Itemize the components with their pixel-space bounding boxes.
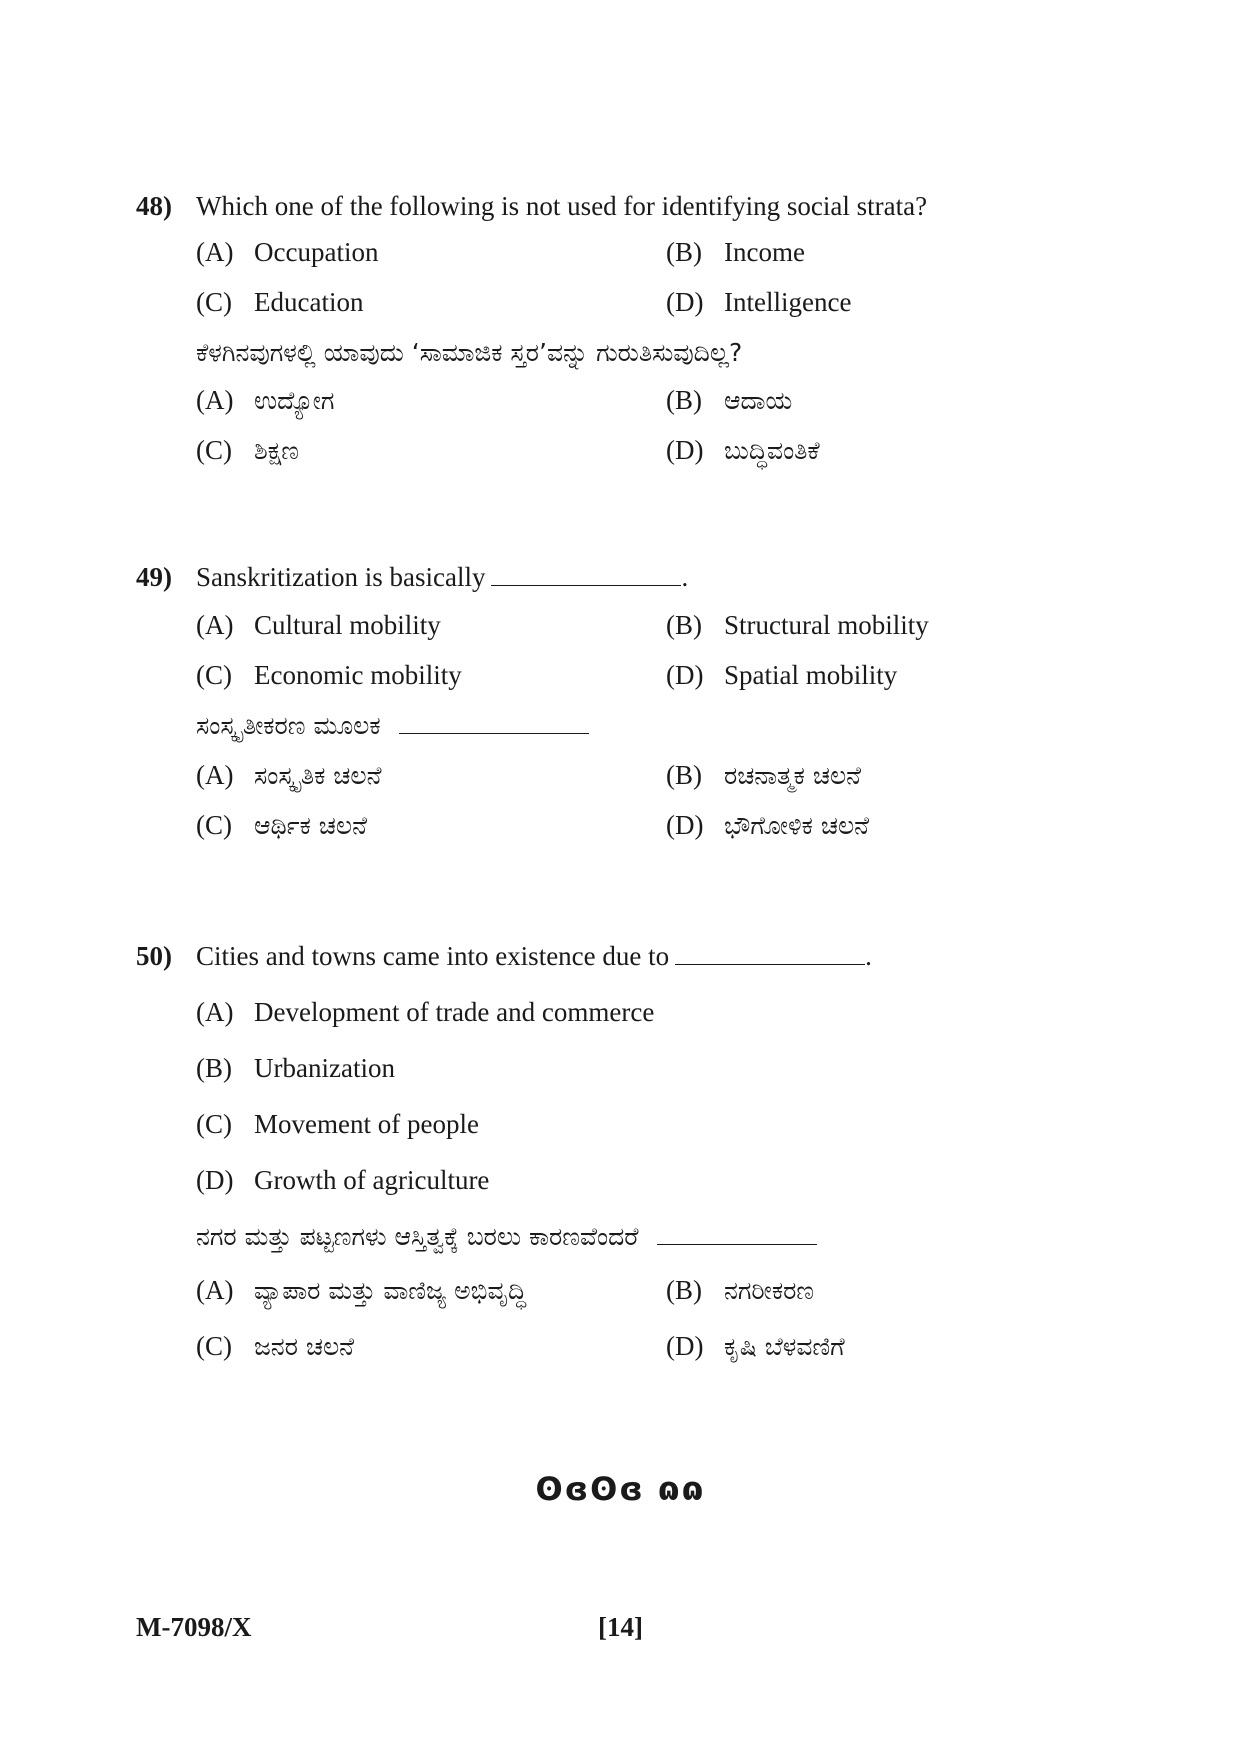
question-text: Which one of the following is not used for identifying social strata?	[196, 191, 928, 221]
option-row	[136, 605, 1136, 655]
option-b: (B) Structural mobility	[666, 610, 929, 640]
question-50	[136, 936, 1136, 1376]
option-d-kannada: (D) ಭೌಗೋಳಿಕ ಚಲನೆ	[666, 810, 870, 840]
option-a: (A) Occupation	[196, 237, 379, 267]
option-b-kannada: (B) ರಚನಾತ್ಮಕ ಚಲನೆ	[666, 760, 862, 790]
question-number: 49)	[136, 562, 172, 592]
option-row	[136, 655, 1136, 705]
question-stem: 49) Sanskritization is basically .	[136, 557, 1136, 597]
option-d: (D) Intelligence	[666, 287, 852, 317]
option-row-kannada	[136, 805, 1136, 855]
option-row-kannada	[136, 380, 1136, 430]
question-49	[136, 557, 1136, 855]
question-text-kannada: ಸಂಸ್ಕೃತೀಕರಣ ಮೂಲಕ	[136, 705, 1136, 747]
option-d: (D) Growth of agriculture	[196, 1165, 490, 1195]
option-b-kannada: (B) ಆದಾಯ	[666, 385, 793, 415]
question-text-kannada: ನಗರ ಮತ್ತು ಪಟ್ಟಣಗಳು ಆಸ್ತಿತ್ವಕ್ಕೆ ಬರಲು ಕಾರಣವೆಂದರೆ	[136, 1216, 1136, 1258]
option-row-kannada	[136, 755, 1136, 805]
question-number: 50)	[136, 941, 172, 971]
option-d: (D) Spatial mobility	[666, 660, 898, 690]
question-stem: 50) Cities and towns came into existence due to .	[136, 936, 1136, 976]
option-c: (C) Movement of people	[196, 1109, 479, 1139]
option-b-kannada: (B) ನಗರೀಕರಣ	[666, 1275, 815, 1305]
option-a: (A) Development of trade and commerce	[196, 997, 655, 1027]
paper-code: M-7098/X	[136, 1612, 252, 1642]
option-row-kannada	[136, 1270, 1136, 1326]
option-c-kannada: (C) ಆರ್ಥಿಕ ಚಲನೆ	[196, 810, 367, 840]
option-c-kannada: (C) ಜನರ ಚಲನೆ	[196, 1331, 355, 1361]
option-d-kannada: (D) ಬುದ್ಧಿವಂತಿಕೆ	[666, 435, 820, 465]
answer-blank	[491, 559, 681, 586]
question-48	[136, 186, 1136, 480]
answer-blank	[657, 1218, 817, 1245]
option-a-kannada: (A) ಉದ್ಯೋಗ	[196, 385, 335, 415]
option-c: (C) Economic mobility	[196, 660, 462, 690]
page-number: [14]	[598, 1612, 643, 1642]
answer-blank	[399, 707, 589, 734]
option-a: (A) Cultural mobility	[196, 610, 441, 640]
question-text: Sanskritization is basically	[196, 562, 486, 592]
question-text: Cities and towns came into existence due to	[196, 941, 670, 971]
option-c-kannada: (C) ಶಿಕ್ಷಣ	[196, 435, 299, 465]
question-number: 48)	[136, 191, 172, 221]
option-a-kannada: (A) ಸಂಸ್ಕೃತಿಕ ಚಲನೆ	[196, 760, 382, 790]
question-text-kannada: ಕೆಳಗಿನವುಗಳಲ್ಲಿ ಯಾವುದು ‘ಸಾಮಾಜಿಕ ಸ್ತರ’ವನ್ನು ಗುರುತಿಸುವುದಿಲ್ಲ?	[196, 338, 743, 367]
option-d-kannada: (D) ಕೃಷಿ ಬೆಳವಣಿಗೆ	[666, 1331, 845, 1361]
option-row	[136, 232, 1136, 282]
question-stem	[136, 186, 1136, 226]
option-list	[136, 992, 1136, 1216]
option-row	[136, 282, 1136, 332]
option-b: (B) Income	[666, 237, 805, 267]
option-c: (C) Education	[196, 287, 364, 317]
option-a-kannada: (A) ವ್ಯಾಪಾರ ಮತ್ತು ವಾಣಿಜ್ಯ ಅಭಿವೃದ್ಧಿ	[196, 1275, 527, 1305]
end-ornament: ʘɞʘɞ ɷɷ	[535, 1470, 706, 1508]
option-b: (B) Urbanization	[196, 1053, 395, 1083]
option-row-kannada	[136, 430, 1136, 480]
answer-blank	[675, 938, 865, 965]
option-row-kannada	[136, 1326, 1136, 1376]
